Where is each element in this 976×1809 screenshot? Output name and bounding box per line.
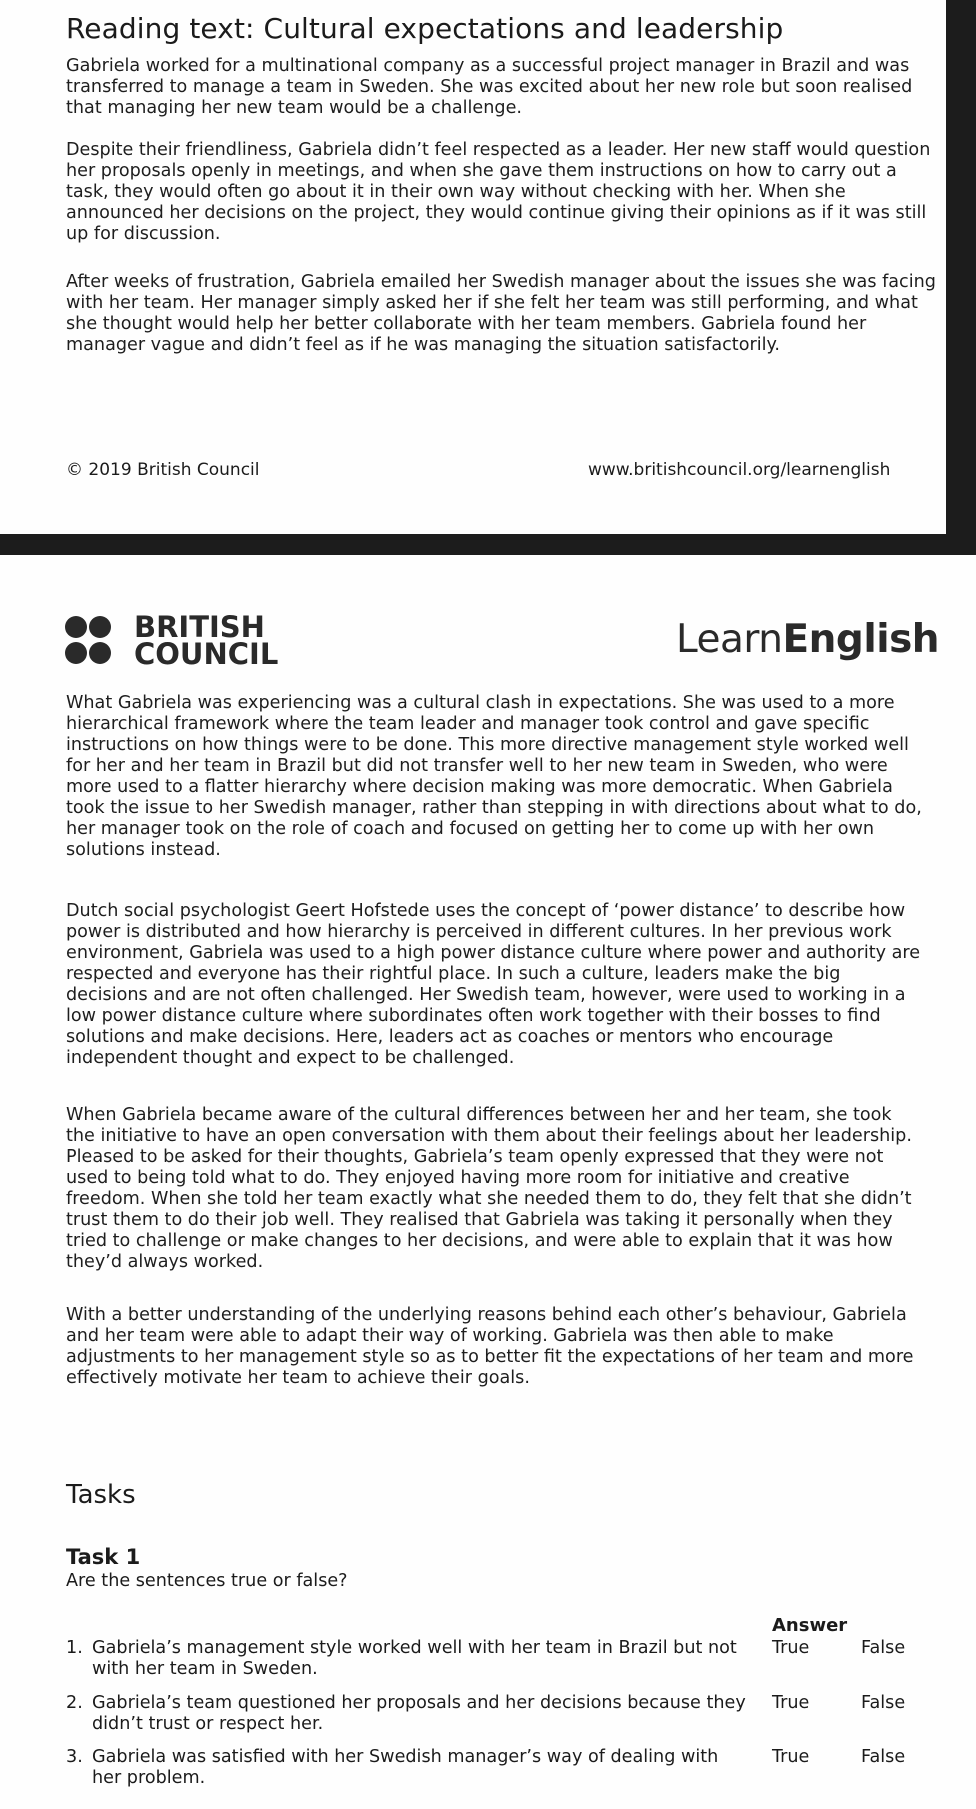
website-link[interactable]: www.britishcouncil.org/learnenglish [588, 460, 891, 480]
answer-heading: Answer [772, 1615, 848, 1636]
task-1-instruction: Are the sentences true or false? [66, 1571, 348, 1591]
task-1-heading: Task 1 [66, 1545, 141, 1569]
q2-false-option[interactable]: False [861, 1693, 906, 1713]
q2-true-option[interactable]: True [772, 1693, 810, 1713]
paragraph-1: Gabriela worked for a multinational company as a successful project manager in Brazil and was transferred to manage a team in Sweden. She was excited about her new role but soon realised that managing her new team would be a challenge. [66, 56, 913, 118]
question-text: Gabriela’s management style worked well with her team in Brazil but not with her team in Sweden. [92, 1638, 737, 1679]
british-council-logo [64, 610, 284, 674]
learn-word: Learn [676, 617, 783, 662]
paragraph-3: After weeks of frustration, Gabriela emailed her Swedish manager about the issues she was facing with her team. Her manager simply asked her if she felt her team was still performing, and what she thought would help her better collaborate with her team members. Gabriela found her manager vague and didn’t feel as if he was managing the situation satisfactorily. [66, 272, 936, 355]
logo-dots-icon [64, 614, 144, 670]
page-title: Reading text: Cultural expectations and leadership [66, 12, 784, 45]
english-word: English [782, 617, 940, 662]
q1-false-option[interactable]: False [861, 1638, 906, 1658]
copyright-text: © 2019 British Council [66, 460, 260, 480]
question-text: Gabriela’s team questioned her proposals and her decisions because they didn’t trust or respect her. [92, 1693, 746, 1734]
question-text: Gabriela was satisfied with her Swedish manager’s way of dealing with her problem. [92, 1747, 719, 1788]
logo-text [134, 610, 279, 671]
q3-true-option[interactable]: True [772, 1747, 810, 1767]
logo-line-1: BRITISH [134, 610, 265, 644]
tasks-heading: Tasks [66, 1480, 136, 1510]
paragraph-7: With a better understanding of the underlying reasons behind each other’s behaviour, Gabriela and her team were able to adapt their way of working. Gabriela was then able to make adjustments to her management style so as to better fit the expectations of her team and more effectively motivate her team to achieve their goals. [66, 1305, 914, 1388]
paragraph-4: What Gabriela was experiencing was a cultural clash in expectations. She was used to a more hierarchical framework where the team leader and manager took control and gave specific instructions on how things were to be done. This more directive management style worked well for her and her team in Brazil but did not transfer well to her new team in Sweden, who were more used to a flatter hierarchy where decision making was more democratic. When Gabriela took the issue to her Swedish manager, rather than stepping in with directions about what to do, her manager took on the role of coach and focused on getting her to come up with her own solutions instead. [66, 693, 922, 860]
logo-line-2: COUNCIL [134, 637, 279, 671]
paragraph-2: Despite their friendliness, Gabriela didn’t feel respected as a leader. Her new staff would question her proposals openly in meetings, and when she gave them instructions on how to carry out a task, they would often go about it in their own way without checking with her. When she announced her decisions on the project, they would continue giving their opinions as if it was still up for discussion. [66, 140, 931, 244]
question-number: 1. [66, 1638, 83, 1658]
q1-true-option[interactable]: True [772, 1638, 810, 1658]
learnenglish-logo [676, 617, 939, 662]
question-number: 2. [66, 1693, 83, 1713]
question-number: 3. [66, 1747, 83, 1767]
page-2 [0, 555, 976, 1809]
paragraph-5: Dutch social psychologist Geert Hofstede uses the concept of ‘power distance’ to describe how power is distributed and how hierarchy is perceived in different cultures. In her previous work environment, Gabriela was used to a high power distance culture where power and authority are respected and everyone has their rightful place. In such a culture, leaders make the big decisions and are not often challenged. Her Swedish team, however, were used to working in a low power distance culture where subordinates often work together with their bosses to find solutions and make decisions. Here, leaders act as coaches or mentors who encourage independent thought and expect to be challenged. [66, 901, 921, 1068]
page-1 [0, 0, 946, 534]
paragraph-6: When Gabriela became aware of the cultural differences between her and her team, she took the initiative to have an open conversation with them about their feelings about her leadership. Pleased to be asked for their thoughts, Gabriela’s team openly expressed that they were not used to being told what to do. They enjoyed having more room for initiative and creative freedom. When she told her team exactly what she needed them to do, they felt that she didn’t trust them to do their job well. They realised that Gabriela was taking it personally when they tried to challenge or make changes to her decisions, and were able to explain that it was how they’d always worked. [66, 1105, 912, 1272]
q3-false-option[interactable]: False [861, 1747, 906, 1767]
